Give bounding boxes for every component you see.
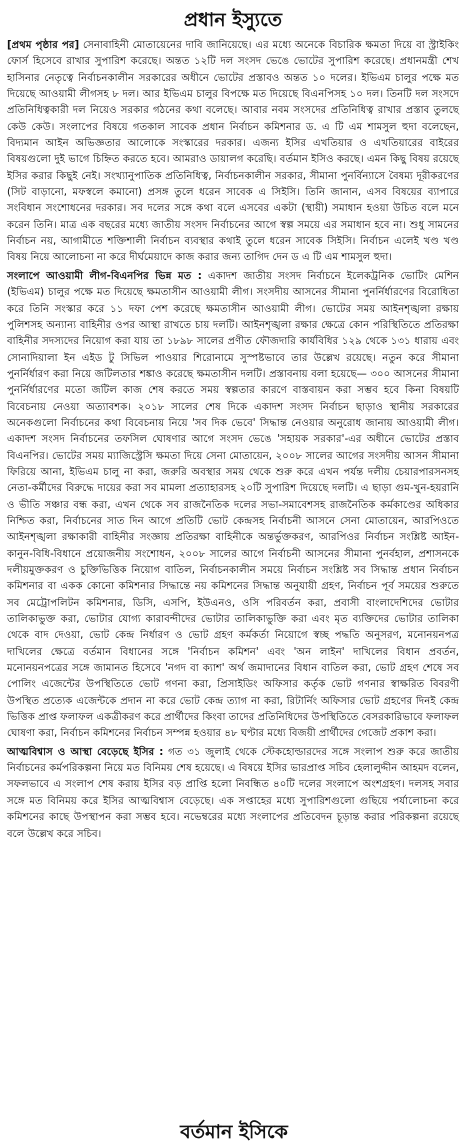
next-article-heading: বর্তমান ইসিকে [180, 1121, 288, 1143]
paragraph-text: গত ৩১ জুলাই থেকে স্টেকহোল্ডারদের সঙ্গে সংলাপ শুরু করে জাতীয় নির্বাচনের কর্মপরিকল্পনা নিয়ে মত বিনিময় শেষ হয়েছে। এ বিষয়ে ইসির ভারপ্রাপ্ত সচিব হেলালুদ্দীন আহমদ বলেন, সফলভাবে এ সংলাপ শেষ করায় ইসির বড় প্রাপ্তি হলো নিবন্ধিত ৪০টি দলের সংলাপে অংশগ্রহণ। দলসহ সবার সঙ্গে মত বিনিময় করে ইসির আত্মবিশ্বাস বেড়েছে। এক সপ্তাহের মধ্যে সুপারিশগুলো গুছিয়ে পর্যালোচনা করে কমিশনের কাছে উপস্থাপন করা সম্ভব হবে। নভেম্বরের মধ্যে সংলাপের প্রতিবেদন চূড়ান্ত করার পরিকল্পনা রয়েছে বলে উল্লেখ করে সচিব। [7, 746, 459, 840]
article-title: প্রধান ইস্যুতে [183, 9, 283, 31]
paragraph-dialogue-views [7, 269, 459, 743]
section-heading-dialogue: সংলাপে আওয়ামী লীগ-বিএনপির ভিন্ন মত : [7, 270, 202, 282]
continuation-marker: [প্রথম পৃষ্ঠার পর] [7, 40, 80, 51]
paragraph-ec-confidence [7, 745, 459, 843]
section-heading-confidence: আত্মবিশ্বাস ও আস্থা বেড়েছে ইসির : [7, 746, 164, 758]
paragraph-text: একাদশ জাতীয় সংসদ নির্বাচনে ইলেকট্রনিক ভোটিং মেশিন (ইভিএম) চালুর পক্ষে মত দিয়েছে ক্ষমতাসীন আওয়ামী লীগ। সংসদীয় আসনের সীমানা পুনর্নির্ধারণের বিরোধিতা করে তিনি সংস্কার করে ১১ দফা পেশ করেছে ক্ষমতাসীন আওয়ামী লীগ। ভোটের সময় আইনশৃঙ্খলা রক্ষায় পুলিশসহ অন্যান্য বাহিনীর ওপর আস্থা রাখতে চায় দলটি। আইনশৃঙ্খলা রক্ষার ক্ষেত্রে কোন পরিস্থিতিতে প্রতিরক্ষা বাহিনীর সদস্যদের নিয়োগ করা যায় তা ১৮৯৮ সালের প্রণীত ফৌজদারি কার্যবিধির ১২৯ থেকে ১৩১ ধারায় এবং সোনাদিয়ালা ইন এইড টু সিভিল পাওয়ার শিরোনামে সুস্পষ্টভাবে তার উল্লেখ রয়েছে। নতুন করে সীমানা পুনর্নির্ধারণ করা নিয়ে জটিলতার শঙ্কাও করেছে ক্ষমতাসীন দলটি। প্রস্তাবনায় বলা হয়েছে— ৩০০ আসনের সীমানা পুনর্নির্ধারণের মতো জটিল কাজ শেষ করতে সময় স্বল্পতার কারণে বাস্তবায়ন করা সম্ভব হবে কিনা বিষয়টি বিবেচনায় নেওয়া অত্যাবশক। ২০১৮ সালের শেষ দিকে একাদশ সংসদ নির্বাচন ছাড়াও স্থানীয় সরকারের অনেকগুলো নির্বাচনের কথা বিবেচনায় নিয়ে 'সব দিক ভেবে' সিদ্ধান্ত নেওয়ার অনুরোধ জানায় আওয়ামী লীগ। একাদশ সংসদ নির্বাচনের তফসিল ঘোষণার আগে সংসদ ভেঙে 'সহায়ক সরকার'-এর অধীনে ভোটের প্রস্তাব বিএনপির। ভোটের সময় ম্যাজিস্ট্রেসি ক্ষমতা দিয়ে সেনা মোতায়েন, ২০০৮ সালের আগের সংসদীয় আসন সীমানা ফিরিয়ে আনা, ইভিএম চালু না করা, জরুরি অবস্থার সময় থেকে শুরু করে এখন পর্যন্ত দলীয় চেয়ারপারসনসহ নেতা-কর্মীদের বিরুদ্ধে দায়ের করা সব মামলা প্রত্যাহারসহ ২০টি সুপারিশ দিয়েছে দলটি। এ ছাড়া গুম-খুন-হয়রানি ও ভীতি সঞ্চার বন্ধ করা, এখন থেকে সব রাজনৈতিক দলের সভা-সমাবেশসহ রাজনৈতিক কর্মকাণ্ডের অধিকার নিশ্চিত করা, নির্বাচনের সাত দিন আগে প্রতিটি ভোট কেন্দ্রসহ নির্বাচনী আসনে সেনা মোতায়েন, আরপিওতে আইনশৃঙ্খলা রক্ষাকারী বাহিনীর সংজ্ঞায় প্রতিরক্ষা বাহিনীকে অন্তর্ভুক্তকরণ, আরপিওর নির্বাচন সংশ্লিষ্ট আইন-কানুন-বিধি-বিধানে প্রয়োজনীয় সংশোধন, ২০০৮ সালের আগে নির্বাচনী আসনের সীমানা পুনর্বহাল, প্রশাসনকে দলীয়মুক্তকরণ ও চুক্তিভিত্তিক নিয়োগ বাতিল, নির্বাচনকালীন সময়ে নির্বাচন সংশ্লিষ্ট সব সিদ্ধান্ত প্রধান নির্বাচন কমিশনার বা একক কোনো কমিশনার সিদ্ধান্তে নয় কমিশনের সিদ্ধান্ত অনুযায়ী গ্রহণ, নির্বাচন পূর্ব সময়ের শুরুতে সব মেট্রোপলিটন কমিশনার, ডিসি, এসপি, ইউএনও, ওসি পরিবর্তন করা, প্রবাসী বাংলাদেশিদের ভোটার তালিকাভুক্ত করা, ভোটার যোগ্য কারাবন্দীদের ভোটার তালিকাভুক্তি করা এবং মৃত ব্যক্তিদের ভোটার তালিকা থেকে বাদ দেওয়া, ভোট কেন্দ্র নির্ধারণ ও ভোট গ্রহণ কর্মকর্তা নিয়োগে স্বচ্ছ পদ্ধতি অনুসরণ, মনোনয়নপত্র দাখিলের ক্ষেত্রে বর্তমান বিধানের সঙ্গে 'নির্বাচন কমিশন' এবং 'অন লাইন' দাখিলের বিধান প্রবর্তন, মনোনয়নপত্রের সঙ্গে জামানত হিসেবে 'নগদ বা ক্যাশ' অর্থ জমাদানের বিধান বাতিল করা, ভোট গ্রহণ শেষে সব পোলিং এজেন্টের উপস্থিতিতে ভোট গণনা করা, প্রিসাইডিং অফিসার কর্তৃক ভোট গণনার স্বাক্ষরিত বিবরণী উপস্থিত প্রত্যেক এজেন্টকে প্রদান না করে ভোট কেন্দ্র ত্যাগ না করা, রিটার্নিং অফিসার ভোট গ্রহণের দিনই কেন্দ্র ভিত্তিক প্রাপ্ত ফলাফল একত্রীকরণ করে প্রার্থীদের কিংবা তাদের প্রতিনিধিদের উপস্থিতিতে বেসরকারিভাবে ফলাফল ঘোষণা করা, নির্বাচন কমিশনের নির্বাচন সম্পন্ন হওয়ার ৪৮ ঘণ্টার মধ্যে বিজয়ী প্রার্থীদের গেজেট প্রকাশ করা। [7, 270, 459, 740]
paragraph-continuation [7, 38, 459, 267]
paragraph-text: সেনাবাহিনী মোতায়েনের দাবি জানিয়েছে। এর মধ্যে অনেকে বিচারিক ক্ষমতা দিয়ে বা স্ট্রাইকিং ফোর্স হিসেবে রাখার সুপারিশ করেছে। অন্তত ১২টি দল সংসদ ভেঙে ভোটের সুপারিশ করেছে। প্রধানমন্ত্রী শেখ হাসিনার নেতৃত্বে নির্বাচনকালীন সরকারের অধীনে ভোটের প্রস্তাবও অন্তত ১০ দলের। ইভিএম চালুর পক্ষে মত দিয়েছে আওয়ামী লীগসহ ৮ দল। আর ইভিএম চালুর বিপক্ষে মত দিয়েছে বিএনপিসহ ১০ দল। তিনটি দল সংসদে প্রতিনিধিত্বকারী দল নিয়েও সরকার গঠনের কথা বলেছে। আবার নবম সংসদের প্রতিনিধিত্ব রাখার প্রস্তাব তুলছে কেউ কেউ। সংলাপের বিষয়ে গতকাল সাবেক প্রধান নির্বাচন কমিশনার ড. এ টি এম শামসুল হুদা বলেছেন, বিদ্যমান আইন অভিজ্ঞতার আলোকে সংস্কারের দরকার। এজন্য ইসির এখতিয়ার ও এখতিয়ারের বাইরের বিষয়গুলো দুই ভাগে চিহ্নিত করতে হবে। আমরাও ডায়ালগ করেছি। বর্তমান ইসিও করছে। এমন কিছু বিষয় রয়েছে ইসির করার কিছুই নেই। সংখ্যানুপাতিক প্রতিনিধিত্ব, নির্বাচনকালীন সরকার, সীমানা পুনর্বিন্যাসে বৈষম্য দূরীকরণের (সিট বাড়ানো, মফস্বলে কমানো) প্রসঙ্গ তুলে ধরেন সাবেক এ সিইসি। তিনি জানান, এসব বিষয়ের ব্যাপারে সংবিধান সংশোধনের দরকার। সব দলের সঙ্গে কথা বলে এসবের একটা (স্থায়ী) সমাধান হওয়া উচিত বলে মনে করেন তিনি। মাত্র এক বছরের মধ্যে জাতীয় সংসদ নির্বাচনের আগে স্বল্প সময়ে এর সমাধান হবে না। শুধু সামনের নির্বাচন নয়, আগামীতে শক্তিশালী নির্বাচন ব্যবস্থার কথাই তুলে ধরেন সাবেক সিইসি। নির্বাচন এলেই খণ্ড খণ্ড বিষয় নিয়ে আলোচনা না করে দীর্ঘমেয়াদে কাজ করার জন্য তাগিদ দেন ড এ টি এম শামসুল হুদা। [7, 40, 459, 264]
